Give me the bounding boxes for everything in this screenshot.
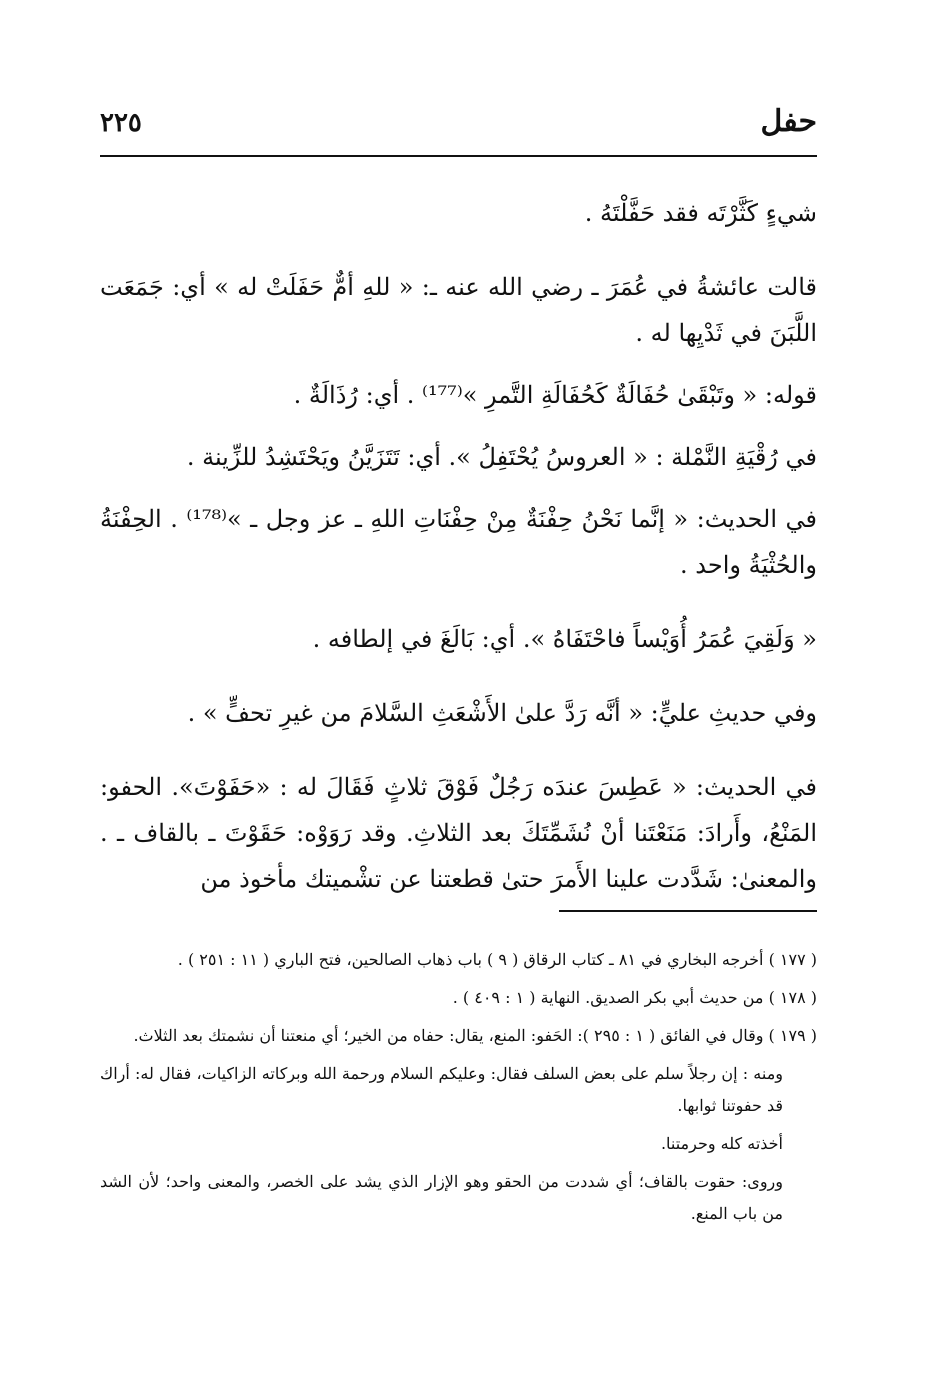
footnote-179-line: أخذته كله وحرمتنا. — [660, 1134, 783, 1153]
footnote-separator — [559, 910, 817, 912]
main-text — [100, 190, 817, 902]
paragraph: وفي حديثِ عليٍّ: « أنَّه رَدَّ علىٰ الأَشْعَثِ السَّلامَ من غيرِ تحفٍّ » . — [187, 699, 817, 727]
paragraph: في الحديث: « عَطِسَ عندَه رَجُلٌ فَوْقَ ثلاثٍ فَقَالَ له : «حَفَوْتَ». الحفو: المَنْعُ، وأَرادَ: مَنَعْتَنا أنْ نُشَمِّتَكَ بعد الثلاثِ. وقد رَوَوْه: حَقَوْتَ ـ بالقاف ـ . والمعنىٰ: شَدَّدت علينا الأَمرَ حتىٰ قطعتنا عن تشْميتك مأخوذ من — [100, 773, 817, 893]
footnotes — [100, 944, 817, 1236]
paragraph: « وَلَقِيَ عُمَرُ أُوَيْساً فاحْتَفَاهُ ». أي: بَالَغَ في إلطافه . — [312, 625, 817, 653]
page-header — [100, 104, 817, 148]
paragraph: في الحديث: « إنَّما نَحْنُ حِفْنَةٌ مِنْ حِفْنَاتِ اللهِ ـ عز وجل ـ »⁽¹⁷⁸⁾ . الحِفْنَةُ والحُثْيَةُ واحد . — [100, 505, 817, 579]
footnote-177: ( ١٧٧ ) أخرجه البخاري في ٨١ ـ كتاب الرقاق ( ٩ ) باب ذهاب الصالحين، فتح الباري ( ١١ : ٢٥١ ) . — [177, 950, 817, 969]
footnote-179-line: وروى: حقوت بالقاف؛ أي شددت من الحقو وهو الإزار الذي يشد على الخصر، والمعنى واحد؛ لأن الشد من باب المنع. — [100, 1172, 783, 1223]
footnote-179-line: ومنه : إن رجلاً سلم على بعض السلف فقال: وعليكم السلام ورحمة الله وبركاته الزاكيات، فقال له: أراك قد حفوتنا ثوابها. — [100, 1064, 783, 1115]
paragraph: شيءٍ كَثَّرْتَه فقد حَفَّلْتَهُ . — [584, 199, 817, 227]
paragraph: قوله: « وتَبْقَىٰ حُفَالَةٌ كَحُفَالَةِ التَّمرِ »⁽¹⁷⁷⁾ . أي: رُذَالَةٌ . — [293, 381, 817, 409]
header-entry-word: حفل — [760, 104, 817, 139]
header-rule — [100, 155, 817, 157]
footnote-178: ( ١٧٨ ) من حديث أبي بكر الصديق. النهاية ( ١ : ٤٠٩ ) . — [452, 988, 817, 1007]
paragraph: قالت عائشةُ في عُمَرَ ـ رضي الله عنه ـ: « للهِ أمٌّ حَفَلَتْ له » أي: جَمَعَت اللَّبَنَ في ثَدْيِها له . — [100, 273, 817, 347]
paragraph: في رُقْيَةِ النَّمْلة : « العروسُ يُحْتَفِلُ ». أي: تَتَزَيَّنُ ويَحْتَشِدُ للزِّينة . — [186, 443, 817, 471]
footnote-179: ( ١٧٩ ) وقال في الفائق ( ١ : ٢٩٥ ): الحَفو: المنع، يقال: حفاه من الخير؛ أي منعتنا أن نشمتك بعد الثلاث. — [133, 1026, 817, 1045]
page-number: ٢٢٥ — [100, 108, 142, 138]
